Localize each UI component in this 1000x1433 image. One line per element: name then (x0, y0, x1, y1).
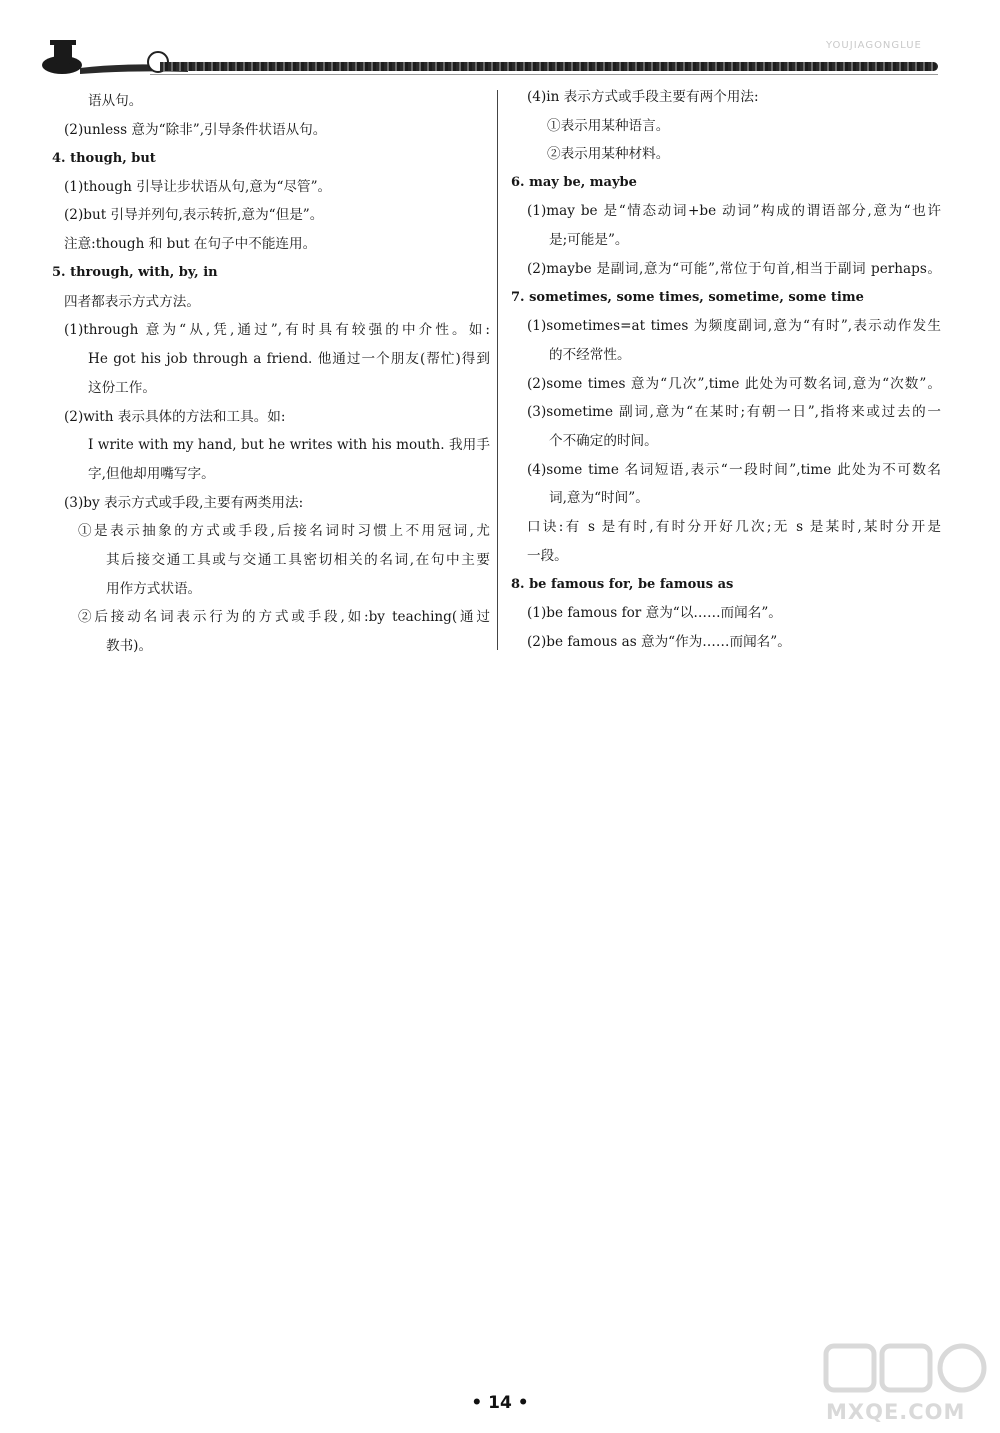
text-line: ②表示用某种材料。 (547, 146, 670, 162)
text-line: 语从句。 (88, 93, 143, 109)
text-line: (1)may be 是“情态动词+be 动词”构成的谓语部分,意为“也许 (527, 203, 941, 219)
text-line: (1)be famous for 意为“以……而闻名”。 (527, 605, 782, 621)
text-line: He got his job through a friend. 他通过一个朋友(帮忙)得到 (88, 351, 490, 367)
page-number: • 14 • (471, 1393, 529, 1413)
text-line: 个不确定的时间。 (549, 433, 658, 449)
text-line: 四者都表示方式方法。 (64, 294, 200, 310)
text-line: 的不经常性。 (549, 347, 631, 363)
header-bar (160, 62, 938, 71)
section-heading: 5. through, with, by, in (52, 265, 218, 280)
text-line: (2)maybe 是副词,意为“可能”,常位于句首,相当于副词 perhaps。 (527, 261, 941, 277)
text-line: (1)through 意为“从,凭,通过”,有时具有较强的中介性。如: (64, 322, 490, 338)
page-header (0, 0, 1000, 90)
section-heading: 8. be famous for, be famous as (511, 577, 734, 592)
header-tagline: YOUJIAGONGLUE (826, 40, 922, 51)
text-line: ②后接动名词表示行为的方式或手段,如:by teaching(通过 (78, 609, 490, 625)
column-divider (497, 90, 498, 650)
text-line: (2)some times 意为“几次”,time 此处为可数名词,意为“次数”。 (527, 376, 941, 392)
text-line: ①是表示抽象的方式或手段,后接名词时习惯上不用冠词,尤 (78, 523, 490, 539)
text-line: (2)with 表示具体的方法和工具。如: (64, 409, 286, 425)
text-line: (3)by 表示方式或手段,主要有两类用法: (64, 495, 304, 511)
text-line: 词,意为“时间”。 (549, 490, 649, 506)
text-line: 教书)。 (106, 638, 153, 654)
section-heading: 4. though, but (52, 151, 156, 166)
text-line: 其后接交通工具或与交通工具密切相关的名词,在句中主要 (106, 552, 490, 568)
text-line: (2)be famous as 意为“作为……而闻名”。 (527, 634, 791, 650)
text-line: (4)some time 名词短语,表示“一段时间”,time 此处为不可数名 (527, 462, 941, 478)
text-line: (1)sometimes=at times 为频度副词,意为“有时”,表示动作发生 (527, 318, 941, 334)
section-heading: 7. sometimes, some times, sometime, some time (511, 290, 864, 305)
text-line: 注意:though 和 but 在句子中不能连用。 (64, 236, 317, 252)
watermark-text: MXQE.COM (826, 1400, 966, 1424)
text-line: 用作方式状语。 (106, 581, 202, 597)
text-line: I write with my hand, but he writes with his mouth. 我用手 (88, 437, 490, 453)
text-line: 字,但他却用嘴写字。 (88, 466, 215, 482)
text-line: (1)though 引导让步状语从句,意为“尽管”。 (64, 179, 332, 195)
header-rule (150, 74, 938, 75)
text-line: 是;可能是”。 (549, 232, 629, 248)
text-line: (2)but 引导并列句,表示转折,意为“但是”。 (64, 207, 324, 223)
text-line: (4)in 表示方式或手段主要有两个用法: (527, 89, 759, 105)
text-line: 这份工作。 (88, 380, 156, 396)
text-line: 口诀:有 s 是有时,有时分开好几次;无 s 是某时,某时分开是 (527, 519, 941, 535)
text-line: 一段。 (527, 548, 568, 564)
section-heading: 6. may be, maybe (511, 175, 637, 190)
text-line: ①表示用某种语言。 (547, 118, 670, 134)
text-line: (2)unless 意为“除非”,引导条件状语从句。 (64, 122, 327, 138)
text-line: (3)sometime 副词,意为“在某时;有朝一日”,指将来或过去的一 (527, 404, 941, 420)
